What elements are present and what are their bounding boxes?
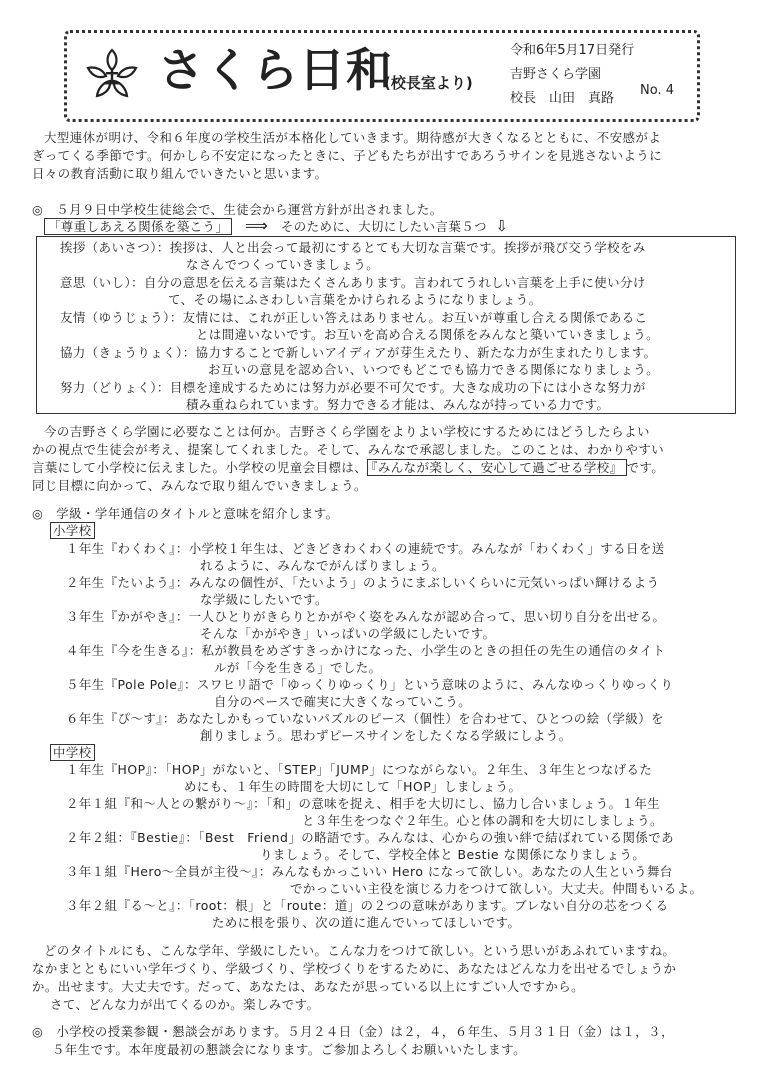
notice-line: ５年生です。本年度最初の懇談会になります。ご参加よろしくお願いいたします。 bbox=[52, 1042, 526, 1057]
grade1-junior-cont: めにも、１年生の時間を大切にして「HOP」しましょう。 bbox=[184, 779, 522, 794]
word-intention-cont: て、その場にふさわしい言葉をかけられるようになりましょう。 bbox=[168, 292, 542, 307]
policy-heading: ◎ ５月９日中学校生徒総会で、生徒会から運営方針が出されました。 bbox=[32, 202, 443, 217]
issue-number: No. 4 bbox=[640, 83, 674, 98]
summary-line bbox=[32, 460, 664, 476]
word-friendship-cont: とは間違いないです。お互いを高め合える関係をみんなと築いていきましょう。 bbox=[196, 327, 660, 342]
word-effort: 努力（どりょく）：目標を達成するためには努力が必要不可欠です。大きな成功の下には小さな努力が bbox=[60, 380, 646, 395]
closing-line: か。出せます。大丈夫です。だって、あなたは、あなたが思っている以上にすごい人ですから。 bbox=[32, 979, 585, 994]
grade4-elementary-cont: ルが「今を生きる」でした。 bbox=[214, 660, 382, 675]
grade6-elementary: ６年生『ぴ～す』：あなたしかもっていないパズルのピース（個性）を合わせて、ひとつの絵（学級）を bbox=[66, 711, 665, 726]
summary-line: 同じ目標に向かって、みんなで取り組んでいきましょう。 bbox=[32, 478, 367, 493]
summary-line: 今の吉野さくら学園に必要なことは何か。吉野さくら学園をよりよい学校にするためにはどうしたらよい bbox=[44, 424, 650, 439]
elementary-goal: 『みんなが楽しく、安心して過ごせる学校』 bbox=[367, 459, 626, 476]
policy-motto: 「尊重しあえる関係を築こう」 bbox=[44, 218, 232, 235]
grade3-class2-junior-cont: ために根を張り、次の道に進んでいってほしいです。 bbox=[212, 915, 521, 930]
principal-name: 校長 山田 真路 bbox=[510, 91, 615, 106]
policy-lead: そのために、大切にしたい言葉５つ bbox=[280, 219, 488, 234]
word-effort-cont: 積み重ねられています。努力できる才能は、みんなが持っている力です。 bbox=[186, 397, 610, 412]
summary-text-end: です。 bbox=[626, 460, 665, 475]
grade3-elementary-cont: そんな「かがやき」いっぱいの学級にしたいです。 bbox=[200, 626, 496, 641]
grade2-class2-junior: ２年２組：『Bestie』：「Best Friend」の略語です。みんなは、心からの強い絆で結ばれている関係であ bbox=[66, 830, 675, 845]
grade2-elementary: ２年生『たいよう』：みんなの個性が、「たいよう」のようにまぶしいくらいに元気いっぱい輝けるよう bbox=[66, 575, 660, 590]
classes-heading: ◎ 学級・学年通信のタイトルと意味を紹介します。 bbox=[32, 506, 339, 521]
word-cooperation-cont: お互いの意見を認め合い、いつでもどこでも協力できる関係になりましょう。 bbox=[208, 362, 660, 377]
summary-text: 言葉にして小学校に伝えました。小学校の児童会目標は、 bbox=[32, 460, 368, 475]
junior-label: 中学校 bbox=[50, 745, 95, 761]
grade5-elementary: ５年生『Pole Pole』：スワヒリ語で「ゆっくりゆっくり」という意味のように、みんなゆっくりゆっくり bbox=[66, 677, 674, 692]
down-arrow-icon: ⇩ bbox=[495, 217, 509, 235]
grade2-class1-junior: ２年１組『和～人との繋がり～』：「和」の意味を捉え、相手を大切にし、協力し合いましょう。１年生 bbox=[66, 796, 661, 811]
intro-line: 日々の教育活動に取り組んでいきたいと思います。 bbox=[32, 166, 328, 181]
grade2-class1-junior-cont: と３年生をつなぐ２年生。心と体の調和を大切にしましょう。 bbox=[302, 813, 663, 828]
elementary-label: 小学校 bbox=[50, 523, 95, 539]
grade2-elementary-cont: な学級にしたいです。 bbox=[200, 592, 328, 607]
grade1-elementary: １年生『わくわく』：小学校１年生は、どきどきわくわくの連続です。みんなが「わくわく」する日を送 bbox=[66, 541, 665, 556]
grade3-class2-junior: ３年２組『る～と』：「root：根」と「route：道」の２つの意味があります。ブレない自分の芯をつくる bbox=[66, 898, 669, 913]
grade4-elementary: ４年生『今を生きる』：私が教員をめざすきっかけになった、小学生のときの担任の先生の通信のタイト bbox=[66, 643, 666, 658]
grade6-elementary-cont: 創りましょう。思わずピースサインをしたくなる学級にしよう。 bbox=[200, 728, 572, 743]
grade5-elementary-cont: 自分のペースで確実に大きくなっていこう。 bbox=[214, 694, 472, 709]
word-greeting-cont: なさんでつくっていきましょう。 bbox=[186, 257, 380, 272]
summary-line: かの視点で生徒会が考え、提案してくれました。そして、みんなで承認しました。このことは、わかりやすい bbox=[32, 442, 665, 457]
newsletter-subtitle: (校長室より) bbox=[384, 74, 473, 92]
intro-line: 大型連休が明け、令和６年度の学校生活が本格化していきます。期待感が大きくなるとともに、不安感がよ bbox=[44, 130, 662, 145]
policy-motto-row bbox=[44, 218, 509, 235]
grade3-class1-junior: ３年１組『Hero～全員が主役～』：みんなもかっこいい Hero になって欲しい。あなたの人生という舞台 bbox=[66, 864, 673, 879]
closing-line: なかまとともにいい学年づくり、学級づくり、学校づくりをするために、あなたはどんな力を出せるでしょうか bbox=[32, 961, 677, 976]
double-arrow-right-icon: ⟹ bbox=[244, 216, 269, 235]
word-greeting: 挨拶（あいさつ）：挨拶は、人と出会って最初にするとても大切な言葉です。挨拶が飛び交う学校をみ bbox=[60, 240, 646, 255]
school-name: 吉野さくら学園 bbox=[510, 67, 602, 82]
intro-line: ぎってくる季節です。何かしら不安定になったときに、子どもたちが出すであろうサインを見逃さないように bbox=[32, 148, 663, 163]
sakura-logo-icon bbox=[84, 46, 140, 102]
newsletter-title: さくら日和 bbox=[158, 43, 393, 97]
closing-line: さて、どんな力が出てくるのか。楽しみです。 bbox=[50, 997, 320, 1012]
notice-line: ◎ 小学校の授業参観・懇談会があります。５月２４日（金）は２，４，６年生、５月３１日（金）は１，３， bbox=[32, 1024, 674, 1039]
word-intention: 意思（いし）：自分の意思を伝える言葉はたくさんあります。言われてうれしい言葉を上手に使い分け bbox=[60, 275, 646, 290]
grade1-elementary-cont: れるように、みんなでがんばりましょう。 bbox=[200, 558, 445, 573]
word-friendship: 友情（ゆうじょう）：友情には、これが正しい答えはありません。お互いが尊重し合える関係であるこ bbox=[60, 310, 648, 325]
issue-date: 令和6年5月17日発行 bbox=[510, 43, 635, 58]
grade3-class1-junior-cont: でかっこいい主役を演じる力をつけて欲しい。大丈夫。仲間もいるよ。 bbox=[290, 881, 703, 896]
grade3-elementary: ３年生『かがやき』：一人ひとりがきらりとかがやく姿をみんなが認め合って、思い切り自分を出せる。 bbox=[66, 609, 666, 624]
grade1-junior: １年生『HOP』：「HOP」がないと、「STEP」「JUMP」につながらない。２年生、３年生とつなげるた bbox=[66, 762, 653, 777]
word-cooperation: 協力（きょうりょく）：協力することで新しいアイディアが芽生えたり、新たな力が生まれたりします。 bbox=[60, 345, 657, 360]
closing-line: どのタイトルにも、こんな学年、学級にしたい。こんな力をつけて欲しい。という思いがあふれていますね。 bbox=[44, 943, 676, 958]
grade2-class2-junior-cont: りましょう。そして、学校全体と Bestie な関係になりましょう。 bbox=[260, 847, 646, 862]
